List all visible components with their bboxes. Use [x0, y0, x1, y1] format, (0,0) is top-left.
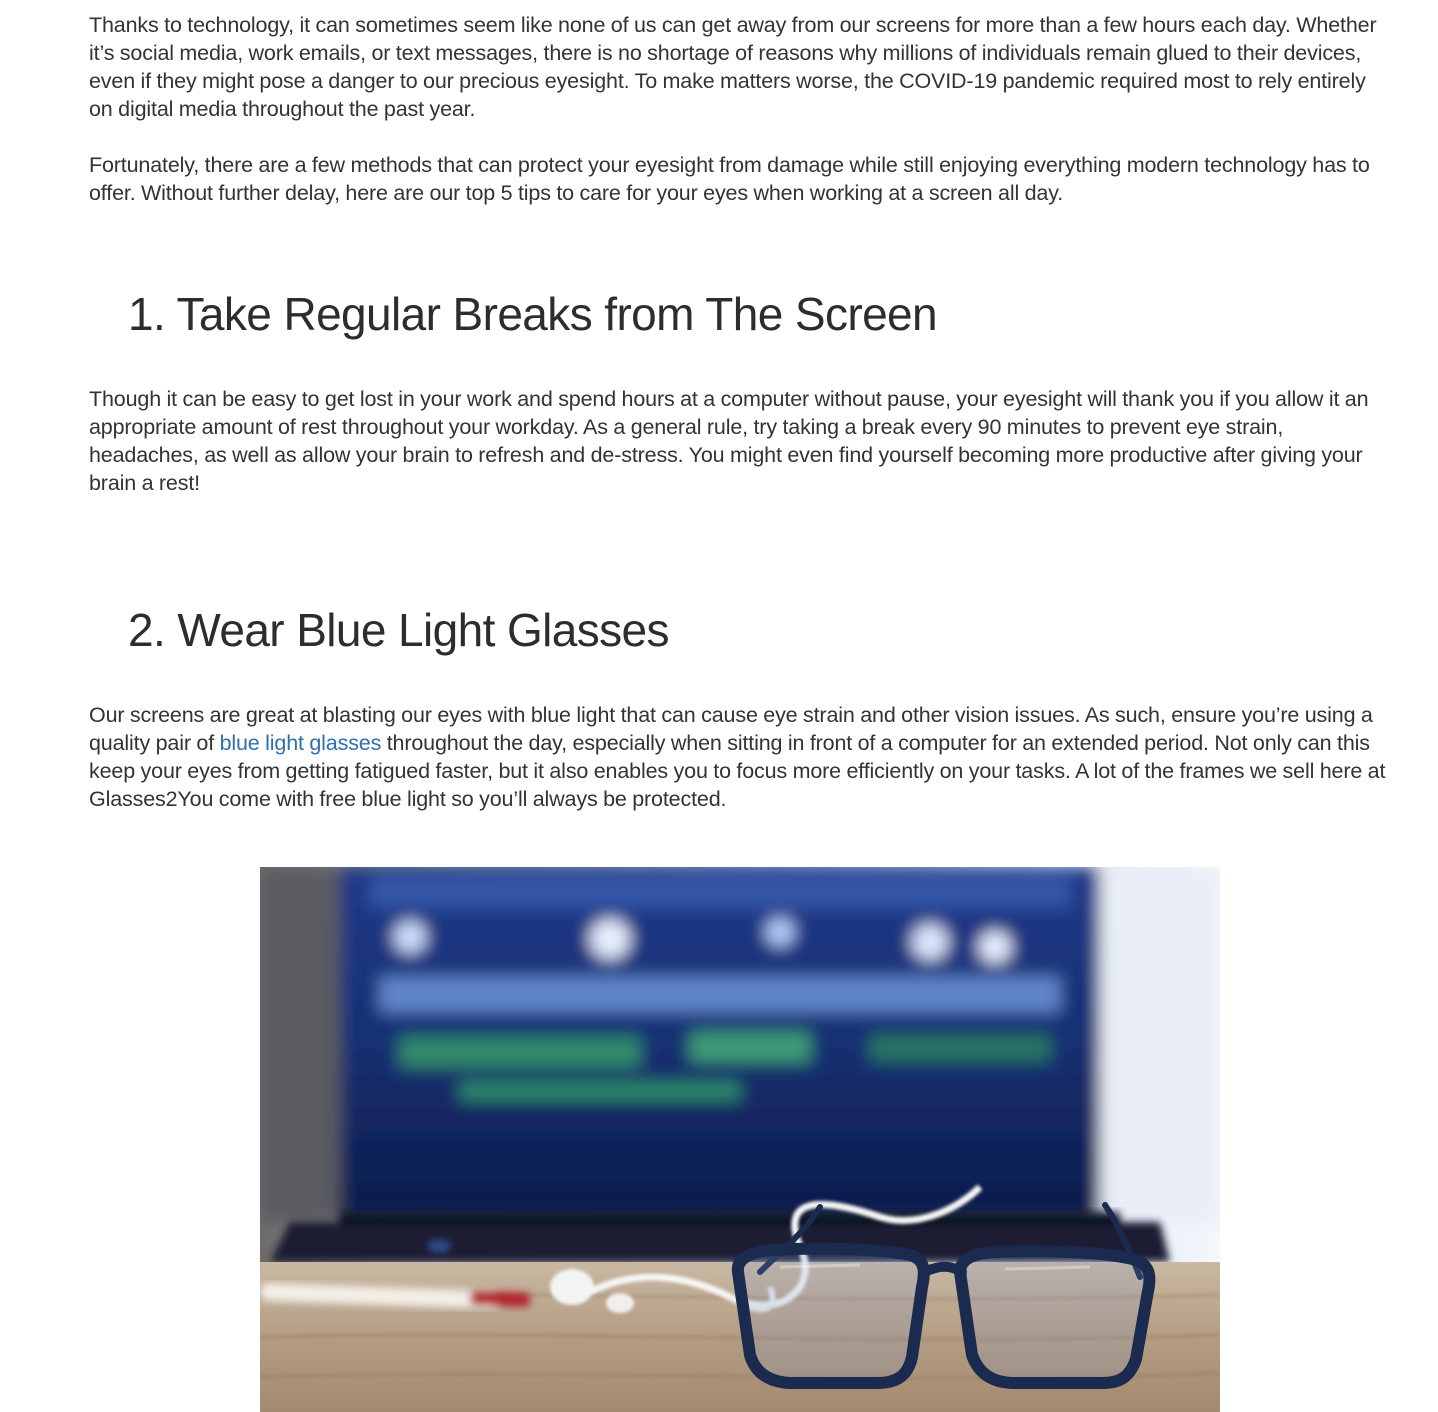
blue-light-glasses-link[interactable]: blue light glasses — [219, 731, 382, 755]
section-2-body — [89, 701, 1399, 813]
section-1-heading: 1. Take Regular Breaks from The Screen — [128, 288, 938, 340]
section-2-heading: 2. Wear Blue Light Glasses — [128, 604, 669, 656]
blue-light-glasses-photo — [260, 867, 1220, 1412]
section-2-body-after-link: throughout the day, especially when sitting in front of a computer for an extended period. Not only can this keep your eyes from getting fatigued faster, but it also enables you to focus more efficiently on your tasks. A lot of the frames we sell here at Glasses2You come with free blue light so you’ll always be protected. — [89, 731, 1386, 811]
section-2-body-before-link: Our screens are great at blasting our eyes with blue light that can cause eye strain and other vision issues. As such, ensure you’re using a quality pair of — [89, 703, 1373, 755]
intro-paragraph: Thanks to technology, it can sometimes seem like none of us can get away from our screens for more than a few hours each day. Whether it’s social media, work emails, or text messages, there is no shortage of reasons why millions of individuals remain glued to their devices, even if they might pose a danger to our precious eyesight. To make matters worse, the COVID-19 pandemic required most to rely entirely on digital media throughout the past year. — [89, 13, 1377, 121]
second-paragraph: Fortunately, there are a few methods that can protect your eyesight from damage while still enjoying everything modern technology has to offer. Without further delay, here are our top 5 tips to care for your eyes when working at a screen all day. — [89, 153, 1370, 205]
section-1-body: Though it can be easy to get lost in your work and spend hours at a computer without pause, your eyesight will thank you if you allow it an appropriate amount of rest throughout your workday. As a general rule, try taking a break every 90 minutes to prevent eye strain, headaches, as well as allow your brain to refresh and de-stress. You might even find yourself becoming more productive after giving your brain a rest! — [89, 387, 1369, 495]
